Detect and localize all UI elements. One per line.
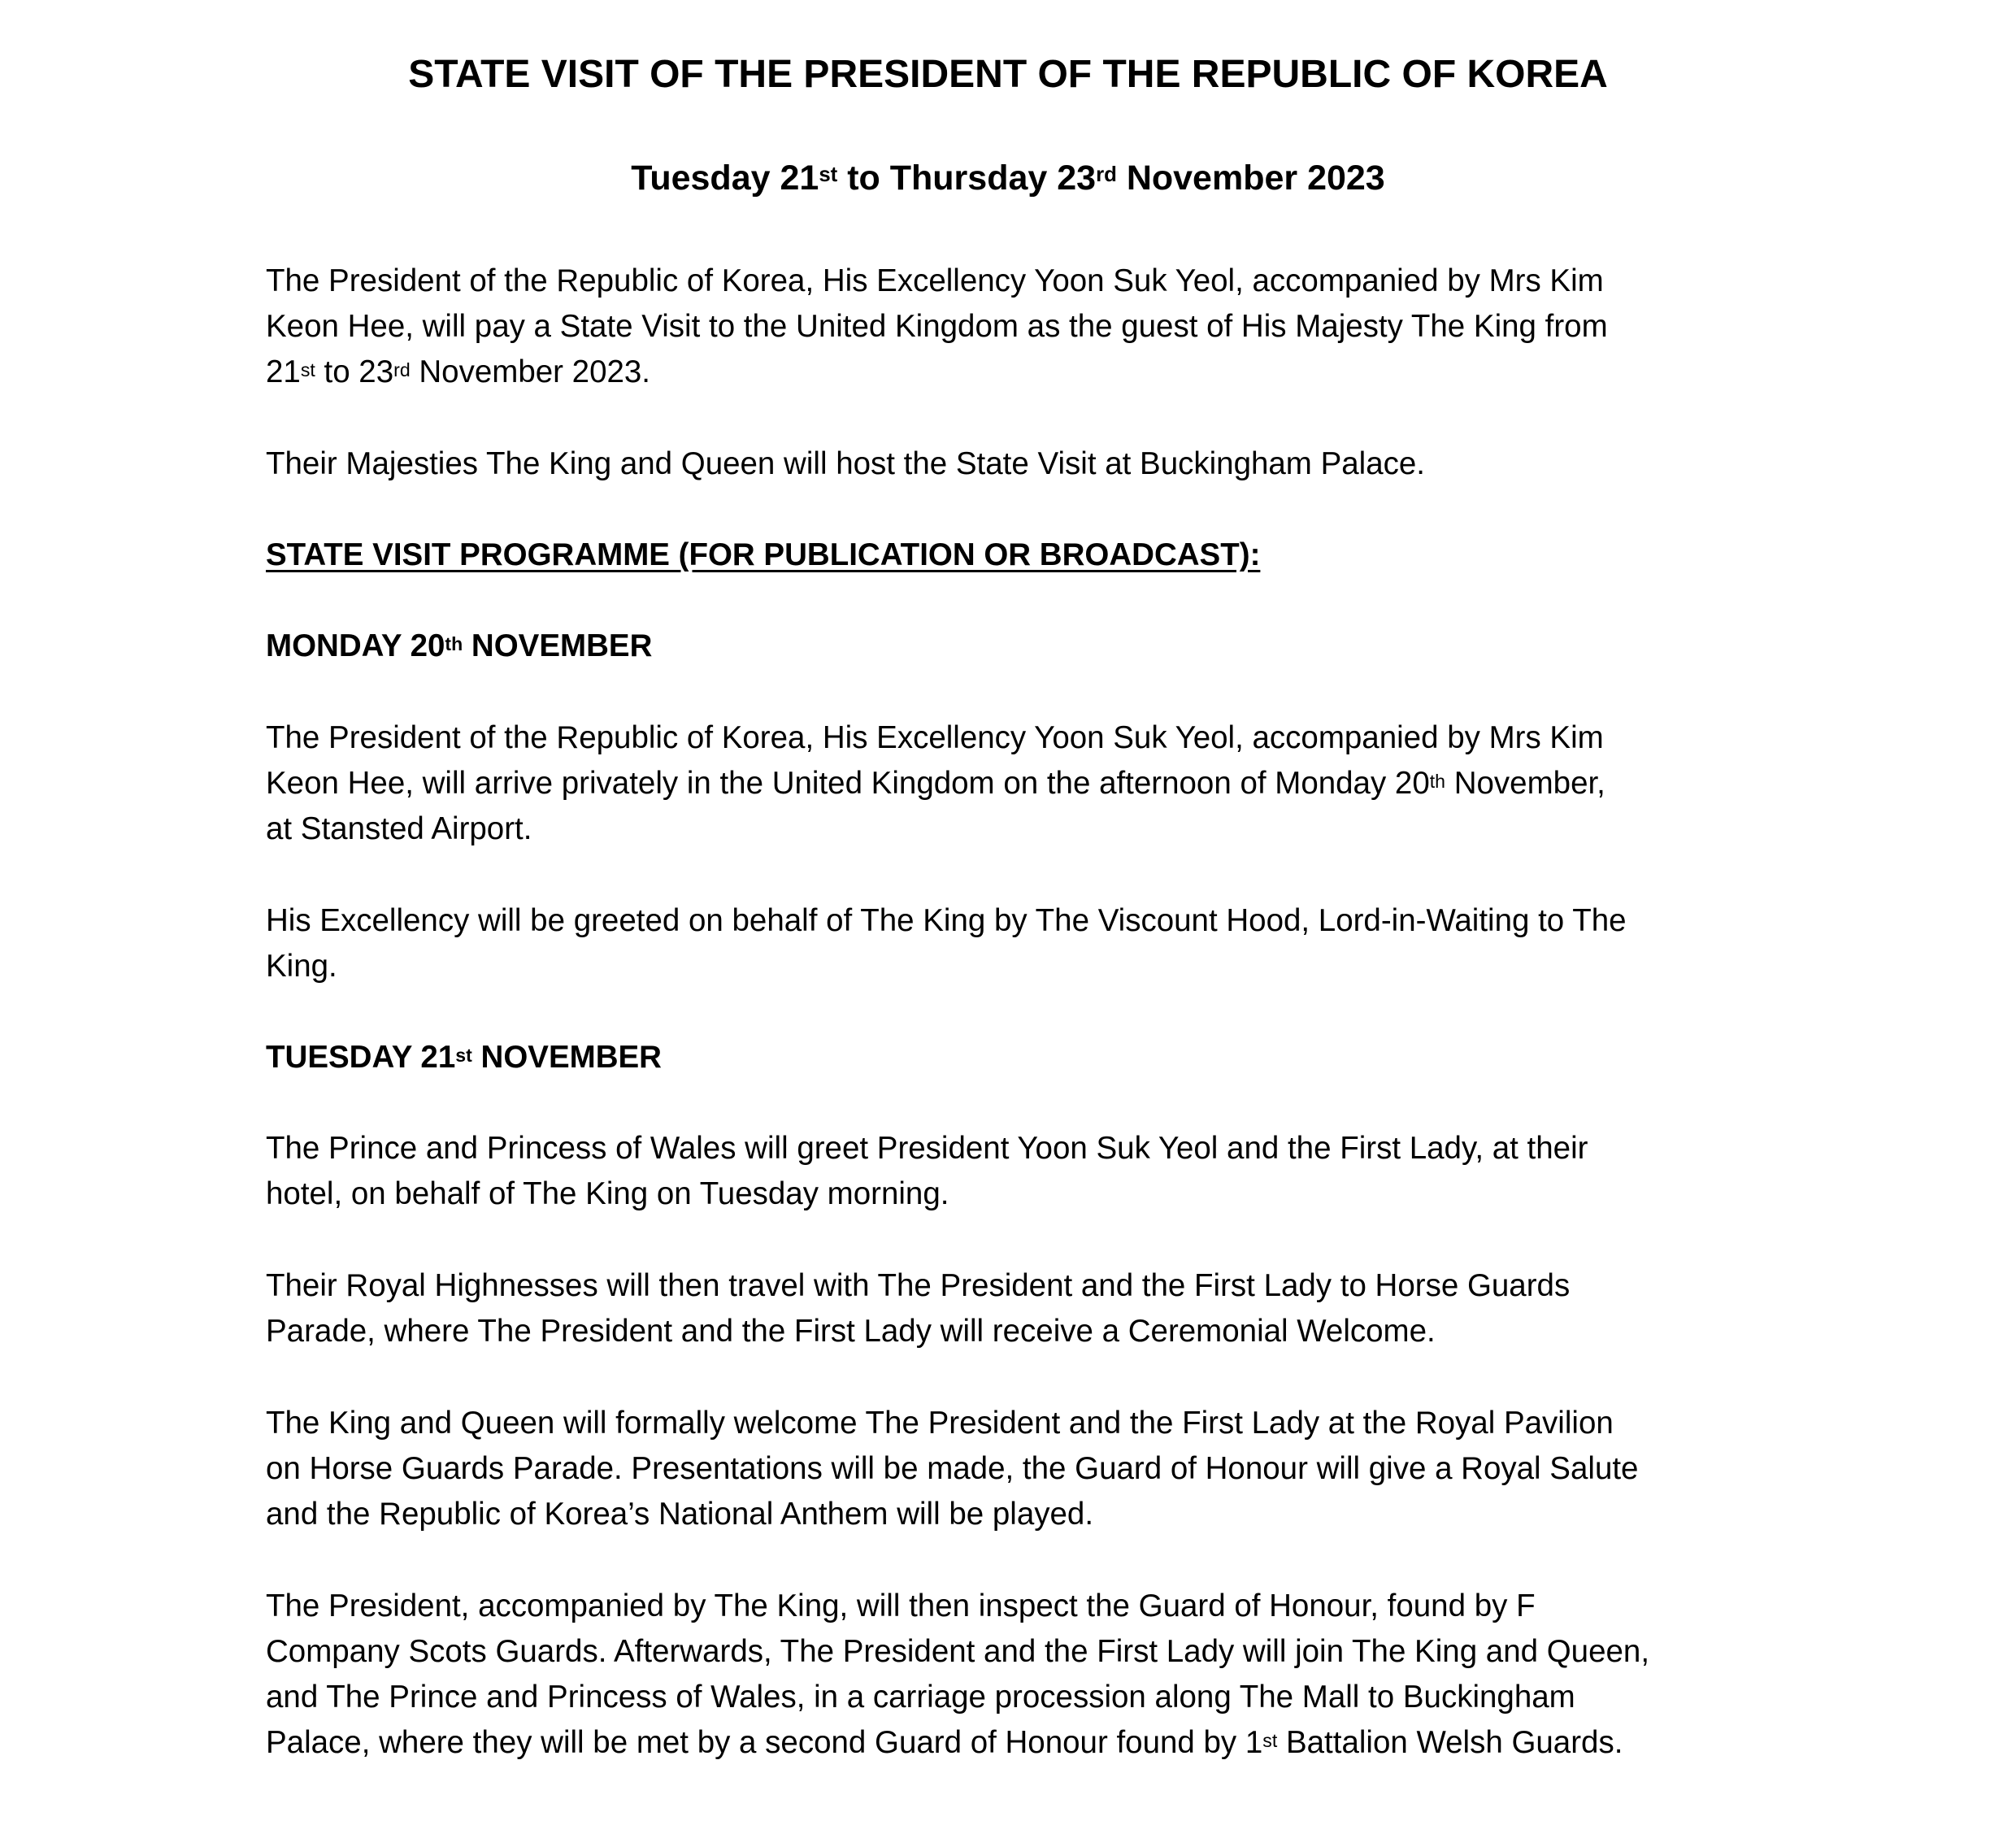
text-run: Battalion Welsh Guards. (1277, 1725, 1623, 1760)
heading-text: STATE VISIT PROGRAMME (FOR PUBLICATION OR BROADCAST): (266, 537, 1261, 572)
paragraph-line (266, 761, 1794, 806)
monday-greeting-paragraph (266, 898, 1794, 989)
paragraph-line (266, 350, 1794, 395)
superscript: st (455, 1044, 472, 1066)
paragraph-line: The President of the Republic of Korea, His Excellency Yoon Suk Yeol, accompanied by Mrs Kim (266, 720, 1604, 755)
tuesday-greeting-paragraph (266, 1126, 1794, 1217)
text-run: 21 (266, 354, 301, 389)
text-run: NOVEMBER (471, 1040, 662, 1075)
tuesday-travel-paragraph (266, 1263, 1794, 1354)
paragraph-line: The President of the Republic of Korea, His Excellency Yoon Suk Yeol, accompanied by Mrs Kim (266, 263, 1604, 298)
document-title: STATE VISIT OF THE PRESIDENT OF THE REPUBLIC OF KOREA (408, 53, 1608, 96)
heading-text (266, 1035, 1794, 1080)
paragraph-line: The Prince and Princess of Wales will greet President Yoon Suk Yeol and the First Lady, at their (266, 1131, 1588, 1166)
programme-heading (266, 532, 1794, 578)
paragraph-line: and the Republic of Korea’s National Anthem will be played. (266, 1497, 1094, 1532)
paragraph-line: on Horse Guards Parade. Presentations will be made, the Guard of Honour will give a Royal Salute (266, 1451, 1639, 1486)
paragraph-line: Company Scots Guards. Afterwards, The President and the First Lady will join The King and Queen, (266, 1634, 1650, 1669)
heading-text (266, 624, 1794, 669)
tuesday-inspection-paragraph (266, 1584, 1794, 1766)
superscript: th (1429, 770, 1446, 792)
subtitle-text: to Thursday 23 (837, 159, 1097, 198)
paragraph-line: hotel, on behalf of The King on Tuesday morning. (266, 1176, 949, 1211)
subtitle-superscript: rd (1096, 163, 1117, 187)
text-run: TUESDAY 21 (266, 1040, 456, 1075)
text-run: November, (1445, 766, 1605, 801)
paragraph-line: The President, accompanied by The King, will then inspect the Guard of Honour, found by F (266, 1588, 1536, 1623)
superscript: rd (393, 359, 411, 380)
subtitle-superscript: st (819, 163, 838, 187)
superscript: th (445, 632, 463, 654)
paragraph-line: at Stansted Airport. (266, 811, 532, 846)
text-run: Keon Hee, will arrive privately in the United Kingdom on the afternoon of Monday 20 (266, 766, 1430, 801)
subtitle-text: November 2023 (1116, 159, 1385, 198)
text-run: November 2023. (410, 354, 651, 389)
tuesday-welcome-paragraph (266, 1401, 1794, 1537)
subtitle-text: Tuesday 21 (631, 159, 819, 198)
text-run: MONDAY 20 (266, 628, 445, 663)
tuesday-heading (266, 1035, 1794, 1080)
superscript: st (300, 359, 315, 380)
monday-arrival-paragraph (266, 715, 1794, 852)
paragraph-line (266, 1720, 1794, 1766)
paragraph-line: Parade, where The President and the First Lady will receive a Ceremonial Welcome. (266, 1314, 1436, 1349)
paragraph-line: Keon Hee, will pay a State Visit to the United Kingdom as the guest of His Majesty The King from (266, 309, 1608, 344)
host-paragraph (266, 441, 1794, 487)
text-run: NOVEMBER (463, 628, 653, 663)
paragraph-line: The King and Queen will formally welcome The President and the First Lady at the Royal Pavilion (266, 1406, 1614, 1441)
superscript: st (1262, 1729, 1278, 1751)
paragraph-line: Their Royal Highnesses will then travel with The President and the First Lady to Horse Guards (266, 1268, 1571, 1303)
paragraph-line: King. (266, 949, 337, 984)
paragraph-line: Their Majesties The King and Queen will host the State Visit at Buckingham Palace. (266, 446, 1425, 481)
paragraph-line: His Excellency will be greeted on behalf of The King by The Viscount Hood, Lord-in-Waiting to The (266, 903, 1627, 938)
document-subtitle-dates (0, 156, 2016, 200)
text-run: to 23 (315, 354, 394, 389)
paragraph-line: and The Prince and Princess of Wales, in a carriage procession along The Mall to Buckingham (266, 1680, 1575, 1715)
text-run: Palace, where they will be met by a second Guard of Honour found by 1 (266, 1725, 1263, 1760)
monday-heading (266, 624, 1794, 669)
intro-paragraph (266, 259, 1794, 395)
